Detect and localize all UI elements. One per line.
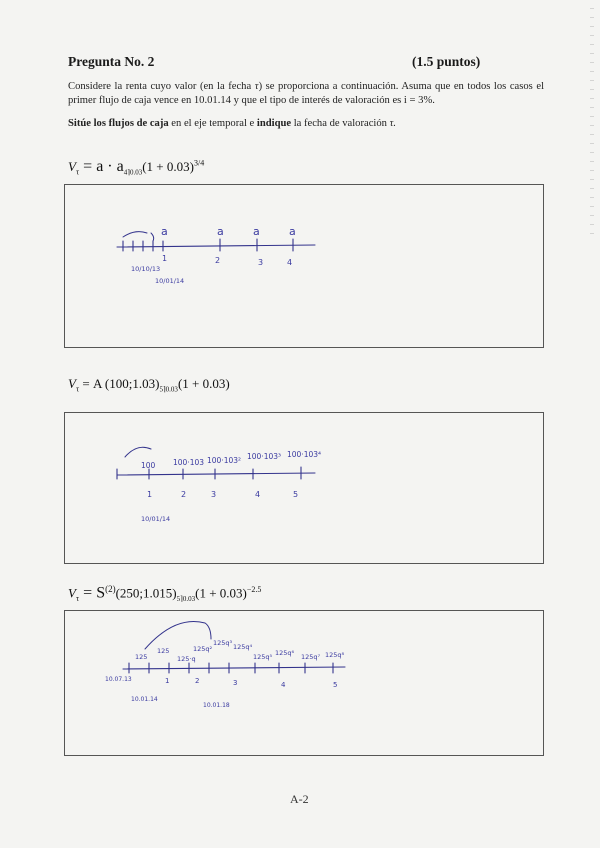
- scan-artifact: [590, 8, 594, 238]
- period-label: 5: [293, 490, 299, 499]
- answer-box-2: [64, 412, 544, 564]
- flow-label: 100·103³: [247, 452, 282, 461]
- answer-box-3: [64, 610, 544, 756]
- period-label: 4: [281, 681, 286, 689]
- timeline-3: [65, 611, 543, 755]
- flow-label: 125q⁴: [233, 643, 253, 651]
- flow-label: 125q²: [193, 645, 213, 653]
- flow-label: 125·q: [177, 655, 196, 663]
- answer-box-1: [64, 184, 544, 348]
- question-title: Pregunta No. 2: [68, 54, 155, 69]
- date-label: 10/01/14: [155, 277, 185, 285]
- formula-3: $V_\tau$ = $S^{(2)}(250;1.015)_{5⌉0.03}(1 + 0.03)^{-2.5}$: [68, 584, 262, 603]
- period-label: 3: [258, 258, 264, 267]
- flow-label: 125q⁸: [325, 651, 345, 659]
- period-label: 2: [195, 677, 200, 685]
- period-label: 3: [211, 490, 217, 499]
- flow-label: 100·103²: [207, 456, 242, 465]
- flow-label: 100·103: [173, 458, 205, 467]
- date-label: 10.01.18: [203, 702, 230, 709]
- formula-2: $V_\tau = A$ $(100;1.03)_{5⌉0.03}(1 + 0.03)$: [68, 376, 230, 394]
- timeline-1: [65, 185, 543, 347]
- period-label: 2: [181, 490, 187, 499]
- flow-label: 125: [135, 653, 148, 661]
- date-label: 10.07.13: [105, 676, 132, 683]
- flow-label: 125q⁶: [275, 649, 295, 657]
- flow-label: 100: [141, 461, 156, 470]
- period-label: 1: [147, 490, 153, 499]
- period-label: 1: [162, 254, 168, 263]
- date-label: 10/10/13: [131, 265, 161, 273]
- date-label: 10.01.14: [131, 696, 158, 703]
- flow-label: 125q⁵: [253, 653, 273, 661]
- page-number: A-2: [290, 792, 309, 806]
- period-label: 1: [165, 677, 170, 685]
- date-label: 10/01/14: [141, 515, 171, 523]
- flow-label: a: [289, 225, 296, 238]
- flow-label: 125: [157, 647, 170, 655]
- period-label: 3: [233, 679, 238, 687]
- period-label: 2: [215, 256, 221, 265]
- flow-label: a: [161, 225, 168, 238]
- flow-label: 125q³: [213, 639, 233, 647]
- flow-label: 100·103⁴: [287, 450, 322, 459]
- flow-label: a: [217, 225, 224, 238]
- formula-1: $V_\tau = a \cdot a_{4⌉0.03}(1 + 0.03)^{3/4}$: [68, 158, 205, 177]
- period-label: 4: [287, 258, 293, 267]
- question-intro: Considere la renta cuyo valor (en la fecha τ) se proporciona a continuación. Asuma que en todos los casos el primer flujo de caja vence en 10.01.14 y que el tipo de interés de valoración es i = 3%.: [68, 81, 545, 106]
- question-points: (1.5 puntos): [412, 54, 481, 69]
- flow-label: a: [253, 225, 260, 238]
- timeline-2: [65, 413, 543, 563]
- period-label: 5: [333, 681, 338, 689]
- period-label: 4: [255, 490, 261, 499]
- flow-label: 125q⁷: [301, 653, 321, 661]
- question-instruction: Sitúe los flujos de caja en el eje temporal e indique la fecha de valoración τ.: [68, 118, 397, 129]
